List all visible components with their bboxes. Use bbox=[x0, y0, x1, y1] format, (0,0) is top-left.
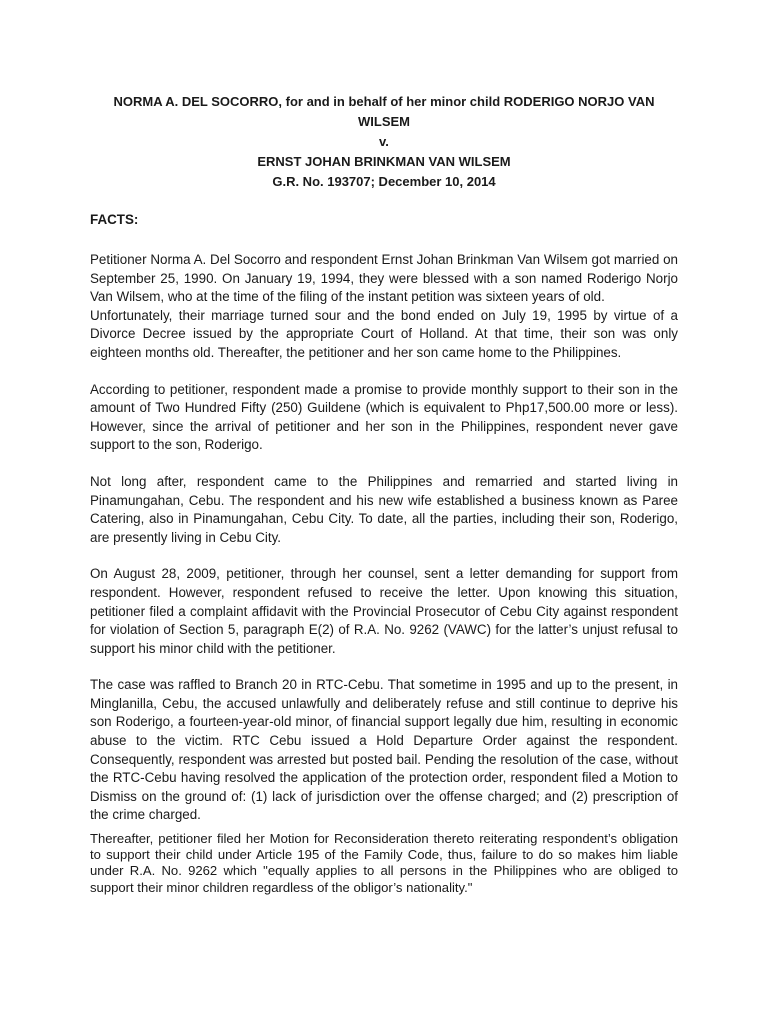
paragraph-divorce: Unfortunately, their marriage turned sour and the bond ended on July 19, 1995 by virtue of a Divorce Decree issued by the appropriate Court of Holland. At that time, their son was only eighteen months old. Thereafter, the petitioner and her son came home to the Philippines. bbox=[90, 307, 678, 360]
case-caption-versus: v. bbox=[379, 134, 389, 149]
paragraph-marriage: Petitioner Norma A. Del Socorro and respondent Ernst Johan Brinkman Van Wilsem got married on September 25, 1990. On January 19, 1994, they were blessed with a son named Roderigo Norjo Van Wilsem, who at the time of the filing of the instant petition was sixteen years of old. bbox=[90, 252, 678, 305]
case-caption-respondent: ERNST JOHAN BRINKMAN VAN WILSEM bbox=[257, 154, 511, 169]
paragraph-remarriage: Not long after, respondent came to the Philippines and remarried and started living in Pinamungahan, Cebu. The respondent and his new wife established a business known as Paree Catering, also in Pinamungahan, Cebu City. To date, all the parties, including their son, Roderigo, are presently living in Cebu City. bbox=[90, 473, 678, 545]
paragraph-case-raffle: The case was raffled to Branch 20 in RTC-Cebu. That sometime in 1995 and up to the present, in Minglanilla, Cebu, the accused unlawfully and deliberately refuse and still continue to deprive his son Roderigo, a fourteen-year-old minor, of financial support legally due him, resulting in economic abuse to the victim. RTC Cebu issued a Hold Departure Order against the respondent. Consequently, respondent was arrested but posted bail. Pending the resolution of the case, without the RTC-Cebu having resolved the application of the protection order, respondent filed a Motion to Dismiss on the ground of: (1) lack of jurisdiction over the offense charged; and (2) prescription of the crime charged. bbox=[90, 677, 678, 823]
document-page bbox=[90, 92, 678, 914]
case-caption-petitioner: NORMA A. DEL SOCORRO, for and in behalf of her minor child RODERIGO NORJO VAN WILSEM bbox=[113, 94, 655, 129]
paragraph-support-promise: According to petitioner, respondent made a promise to provide monthly support to their son in the amount of Two Hundred Fifty (250) Guildene (which is equivalent to Php17,500.00 more or less). However, since the arrival of petitioner and her son in the Philippines, respondent never gave support to the son, Roderigo. bbox=[90, 381, 678, 453]
paragraph-demand-letter: On August 28, 2009, petitioner, through her counsel, sent a letter demanding for support from respondent. However, respondent refused to receive the letter. Upon knowing this situation, petitioner filed a complaint affidavit with the Provincial Prosecutor of Cebu City against respondent for violation of Section 5, paragraph E(2) of R.A. No. 9262 (VAWC) for the latter’s unjust refusal to support his minor child with the petitioner. bbox=[90, 566, 678, 656]
case-number: G.R. No. 193707; December 10, 2014 bbox=[272, 174, 496, 189]
paragraph-motion-reconsideration: Thereafter, petitioner filed her Motion for Reconsideration thereto reiterating respondent’s obligation to support their child under Article 195 of the Family Code, thus, failure to do so makes him liable under R.A. No. 9262 which "equally applies to all persons in the Philippines who are obliged to support their minor children regardless of the obligor’s nationality." bbox=[90, 831, 678, 895]
facts-heading: FACTS: bbox=[90, 212, 139, 227]
